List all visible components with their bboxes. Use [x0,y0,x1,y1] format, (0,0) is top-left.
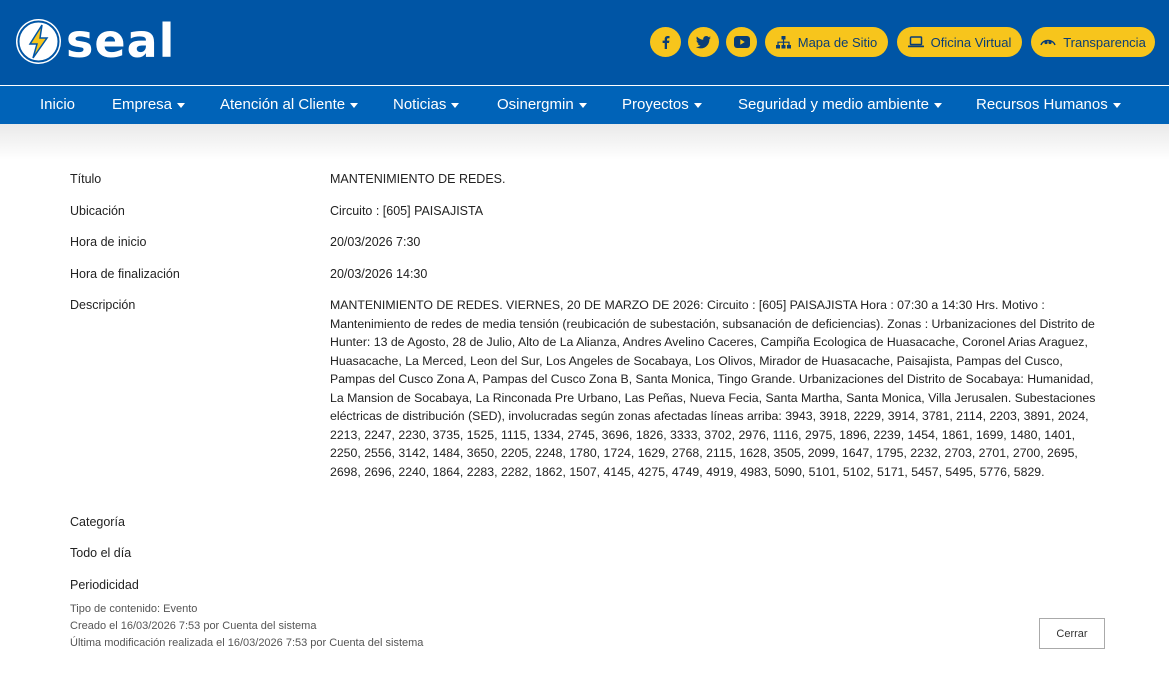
virtual-office-link[interactable] [897,27,1022,57]
nav-proyectos[interactable] [622,86,702,124]
chevron-down-icon [350,103,358,108]
ubicacion-label: Ubicación [70,204,125,218]
header-bar [0,0,1169,85]
nav-seguridad-label: Seguridad y medio ambiente [738,96,929,113]
transparency-link[interactable] [1031,27,1155,57]
descripcion-label: Descripción [70,298,136,312]
nav-osinergmin[interactable] [497,86,587,124]
chevron-down-icon [451,103,459,108]
chevron-down-icon [579,103,587,108]
descripcion-value: MANTENIMIENTO DE REDES. VIERNES, 20 DE MARZO DE 2026: Circuito : [605] PAISAJISTA Hora : 07:30 a 14:30 Hrs. Motivo : Mantenimiento de redes de media tensión (reubicación de subestación, subsanación de deficiencias). Zonas : Urbanizaciones del Distrito de Hunter: 13 de Agosto, 28 de Julio, Alto de La Alianza, Andres Avelino Caceres, Campiña Ecologica de Huasacache, Coronel Arias Araguez, Huasacache, La Merced, Leon del Sur, Los Angeles de Socabaya, Los Olivos, Mirador de Huasacache, Paisajista, Pampas del Cusco, Pampas del Cusco Zona A, Pampas del Cusco Zona B, Santa Monica, Tingo Grande. Urbanizaciones del Distrito de Socabaya: Humanidad, La Mansion de Socabaya, La Rinconada Pre Urbano, Las Peñas, Nueva Fecia, Santa Martha, Santa Monica, Villa Jerusalen. Subestaciones eléctricas de distribución (SED), involucradas según zonas afectadas líneas arriba: 3943, 3918, 2229, 3914, 3781, 2114, 2203, 3891, 2024, 2213, 2247, 2230, 3735, 1525, 1115, 1334, 2745, 3696, 1826, 3333, 3702, 2976, 1116, 2975, 1896, 2239, 1454, 1861, 1699, 1480, 1401, 2250, 2556, 3142, 1484, 3650, 2205, 2248, 1780, 1724, 1629, 2768, 2115, 1628, 3505, 2099, 1647, 1795, 2232, 2703, 2701, 2700, 2695, 2698, 2696, 2240, 1864, 2283, 2282, 1862, 1507, 4145, 4275, 4749, 4919, 4983, 5090, 5101, 5102, 5171, 5457, 5495, 5776, 5829. [330,298,1096,479]
modified-info: Última modificación realizada el 16/03/2026 7:53 por Cuenta del sistema [70,637,424,649]
nav-seguridad[interactable] [738,86,942,124]
nav-inicio[interactable] [40,86,75,124]
chevron-down-icon [1113,103,1121,108]
transparency-label: Transparencia [1063,34,1146,50]
hora-fin-value: 20/03/2026 14:30 [330,267,428,281]
nav-recursos-label: Recursos Humanos [976,96,1108,113]
nav-empresa-label: Empresa [112,96,173,113]
ubicacion-value: Circuito : [605] PAISAJISTA [330,204,484,218]
logo-text: seal [66,14,176,68]
lightning-icon [16,19,61,64]
nav-inicio-label: Inicio [40,96,76,113]
site-map-label: Mapa de Sitio [797,34,878,50]
close-button[interactable]: Cerrar [1039,618,1105,649]
nav-proyectos-label: Proyectos [622,96,689,113]
todo-el-dia-label: Todo el día [70,546,132,560]
nav-noticias[interactable] [393,86,459,124]
chevron-down-icon [177,103,185,108]
nav-atencion[interactable] [220,86,358,124]
youtube-icon[interactable] [726,27,757,57]
site-map-link[interactable] [765,27,888,57]
main-nav [0,86,1169,124]
created-info: Creado el 16/03/2026 7:53 por Cuenta del sistema [70,620,317,632]
transparency-icon [1040,36,1056,48]
nav-empresa[interactable] [112,86,185,124]
hora-fin-label: Hora de finalización [70,267,180,281]
titulo-value: MANTENIMIENTO DE REDES. [330,172,506,186]
nav-noticias-label: Noticias [393,96,447,113]
virtual-office-label: Oficina Virtual [930,34,1012,50]
chevron-down-icon [694,103,702,108]
twitter-icon[interactable] [688,27,719,57]
titulo-label: Título [70,172,102,186]
nav-osinergmin-label: Osinergmin [497,96,574,113]
nav-recursos[interactable] [976,86,1121,124]
hora-inicio-value: 20/03/2026 7:30 [330,235,421,249]
content-type: Tipo de contenido: Evento [70,603,198,615]
nav-shadow [0,124,1169,160]
nav-atencion-label: Atención al Cliente [220,96,346,113]
hora-inicio-label: Hora de inicio [70,235,147,249]
sitemap-icon [776,36,791,49]
periodicidad-label: Periodicidad [70,578,139,592]
laptop-icon [908,36,924,48]
facebook-icon[interactable] [650,27,681,57]
categoria-label: Categoría [70,515,125,529]
logo[interactable] [16,14,176,68]
chevron-down-icon [934,103,942,108]
